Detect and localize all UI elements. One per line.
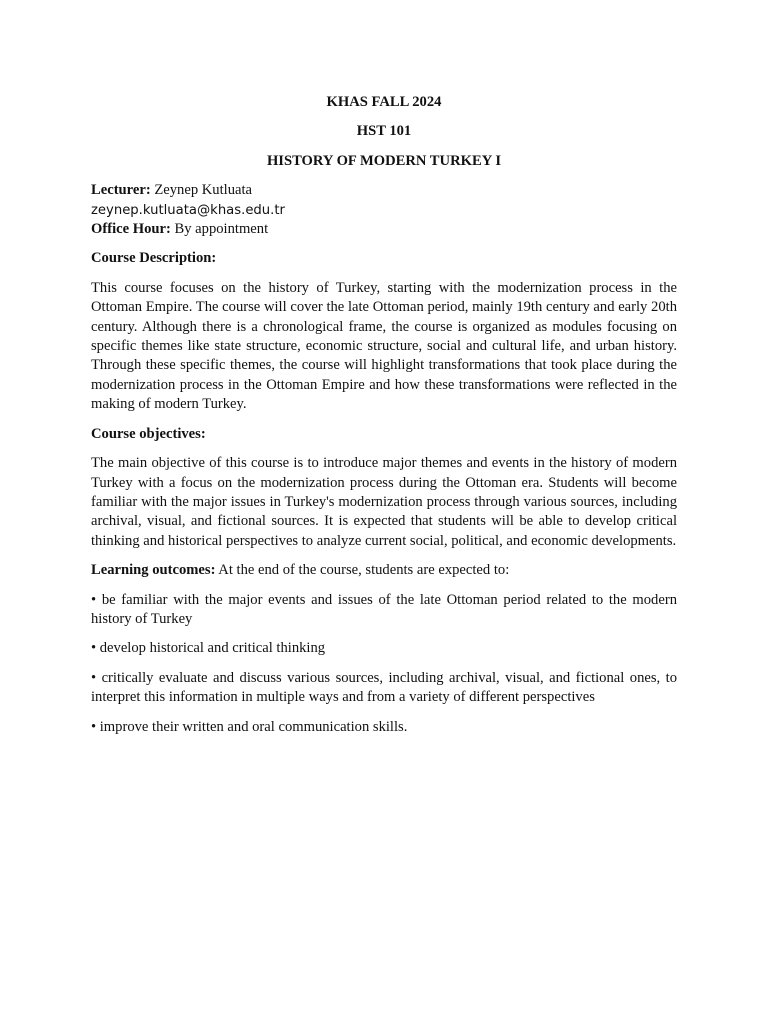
course-description-text: This course focuses on the history of Turkey, starting with the modernization process in the Ottoman Empire. The course will cover the late Ottoman period, mainly 19th century and early 20th century. Although there is a chronological frame, the course is organized as modules focusing on specific themes like state structure, economic structure, social and cultural life, and urban history. Through these specific themes, the course will highlight transformations that took place during the modernization process in the Ottoman Empire and how these transformations were reflected in the making of modern Turkey. [91,279,677,413]
learning-outcome-item: • critically evaluate and discuss various sources, including archival, visual, and fictional ones, to interpret this information in multiple ways and from a variety of different perspectives [91,669,677,706]
lecturer-name: Zeynep Kutluata [154,182,253,199]
office-hour-value: By appointment [174,221,269,238]
lecturer-info [91,181,677,239]
office-hour-label: Office Hour: [91,221,171,238]
office-hour-line [91,220,677,239]
lecturer-label: Lecturer: [91,182,151,199]
course-objectives-text: The main objective of this course is to introduce major themes and events in the history of modern Turkey with a focus on the modernization process during the Ottoman era. Students will become familiar with the major issues in Turkey's modernization process through various sources, including archival, visual, and fictional sources. It is expected that students will be able to develop critical thinking and historical perspectives to analyze current social, political, and economic developments. [91,455,677,549]
lecturer-line [91,181,677,200]
learning-outcomes-intro-text: At the end of the course, students are expected to: [218,562,510,579]
learning-outcome-item: • be familiar with the major events and issues of the late Ottoman period related to the modern history of Turkey [91,591,677,627]
lecturer-email: zeynep.kutluata@khas.edu.tr [91,202,285,218]
course-objectives-heading: Course objectives: [91,425,206,442]
learning-outcomes-intro [91,561,677,580]
course-title-heading: HISTORY OF MODERN TURKEY I [266,152,502,169]
learning-outcomes-label: Learning outcomes: [91,562,216,579]
course-description-heading: Course Description: [91,250,217,267]
syllabus-page [91,93,677,747]
course-code-heading: HST 101 [356,123,412,140]
institution-term-heading: KHAS FALL 2024 [326,94,442,110]
learning-outcome-item: • improve their written and oral communication skills. [91,718,408,735]
learning-outcome-item: • develop historical and critical thinking [91,640,326,657]
